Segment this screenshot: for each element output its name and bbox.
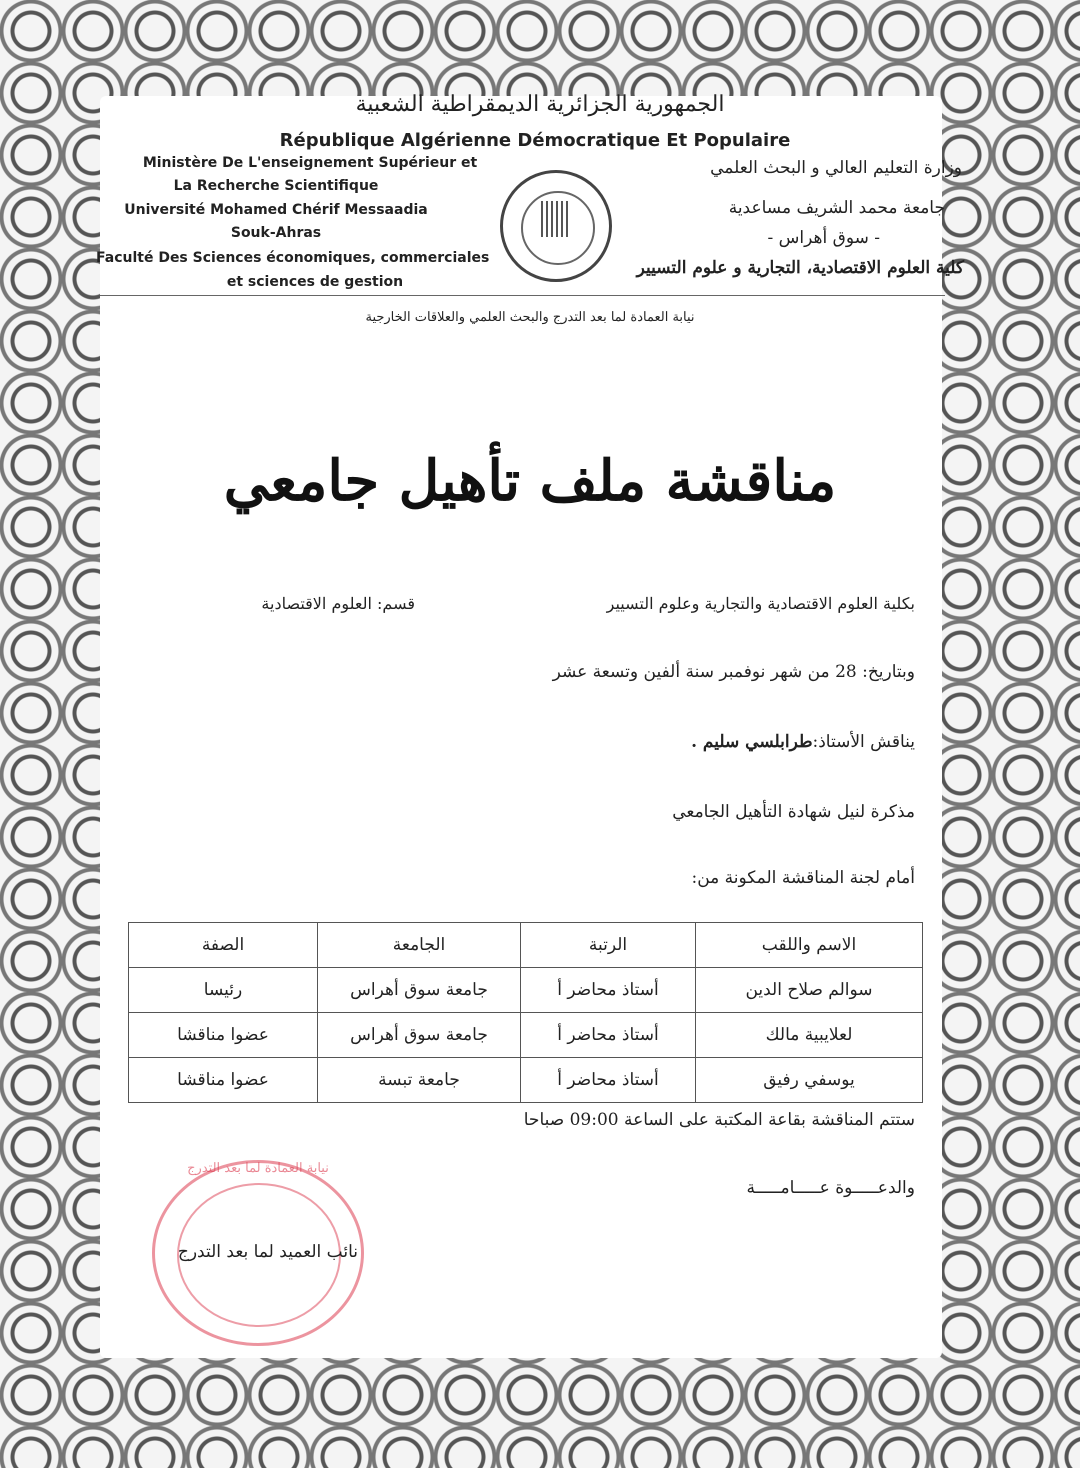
faculty-ar: كلية العلوم الاقتصادية، التجارية و علوم التسيير <box>636 258 964 278</box>
member-university: جامعة سوق أهراس <box>318 968 521 1013</box>
thesis-line: مذكرة لنيل شهادة التأهيل الجامعي <box>672 802 915 822</box>
header-rank: الرتبة <box>521 923 696 968</box>
university-logo <box>500 170 612 282</box>
faculty-line: بكلية العلوم الاقتصادية والتجارية وعلوم التسيير <box>606 594 915 613</box>
venue-time: ستتم المناقشة بقاعة المكتبة على الساعة 09:00 صباحا <box>523 1110 915 1130</box>
city-ar: - سوق أهراس - <box>767 228 880 248</box>
candidate-label: يناقش الأستاذ: <box>812 732 915 752</box>
date-line: وبتاريخ: 28 من شهر نوفمبر سنة ألفين وتسعة عشر <box>552 662 915 682</box>
candidate-name: طرابلسي سليم . <box>691 732 813 752</box>
republic-ar: الجمهورية الجزائرية الديمقراطية الشعبية <box>355 92 725 117</box>
member-role: عضوا مناقشا <box>129 1058 318 1103</box>
signatory: نائب العميد لما بعد التدرج <box>177 1242 358 1262</box>
stamp-text: نيابة العمادة لما بعد التدرج <box>187 1161 329 1176</box>
header-role: الصفة <box>129 923 318 968</box>
committee-table <box>128 922 923 1103</box>
table-header-row <box>129 923 923 968</box>
table-row <box>129 968 923 1013</box>
faculty-fr: Faculté Des Sciences économiques, commerciales <box>96 250 490 266</box>
page-title: مناقشة ملف تأهيل جامعي <box>223 448 837 514</box>
table-row <box>129 1058 923 1103</box>
vice-deanship: نيابة العمادة لما بعد التدرج والبحث العلمي والعلاقات الخارجية <box>365 310 695 325</box>
invitation: والدعـــــوة عـــــامـــــة <box>746 1178 915 1198</box>
header-university: الجامعة <box>318 923 521 968</box>
member-rank: أستاذ محاضر أ <box>521 1058 696 1103</box>
header-divider <box>100 295 945 296</box>
faculty-fr-2: et sciences de gestion <box>226 274 404 290</box>
member-university: جامعة تبسة <box>318 1058 521 1103</box>
ministry-fr: Ministère De L'enseignement Supérieur et <box>142 155 478 171</box>
member-name: يوسفي رفيق <box>696 1058 923 1103</box>
university-ar: جامعة محمد الشريف مساعدية <box>728 198 945 218</box>
table-row <box>129 1013 923 1058</box>
candidate-line <box>691 732 915 752</box>
member-role: رئيسا <box>129 968 318 1013</box>
research-fr: La Recherche Scientifique <box>173 178 379 194</box>
member-university: جامعة سوق أهراس <box>318 1013 521 1058</box>
member-rank: أستاذ محاضر أ <box>521 968 696 1013</box>
member-name: سوالم صلاح الدين <box>696 968 923 1013</box>
header-name: الاسم واللقب <box>696 923 923 968</box>
member-name: لعلايبية مالك <box>696 1013 923 1058</box>
member-role: عضوا مناقشا <box>129 1013 318 1058</box>
committee-intro: أمام لجنة المناقشة المكونة من: <box>691 868 915 888</box>
republic-fr: République Algérienne Démocratique Et Populaire <box>279 130 791 151</box>
member-rank: أستاذ محاضر أ <box>521 1013 696 1058</box>
department-line: قسم: العلوم الاقتصادية <box>261 594 415 613</box>
city-fr: Souk-Ahras <box>230 225 322 241</box>
ministry-ar: وزارة التعليم العالي و البحث العلمي <box>710 158 962 178</box>
university-fr: Université Mohamed Chérif Messaadia <box>124 202 428 218</box>
